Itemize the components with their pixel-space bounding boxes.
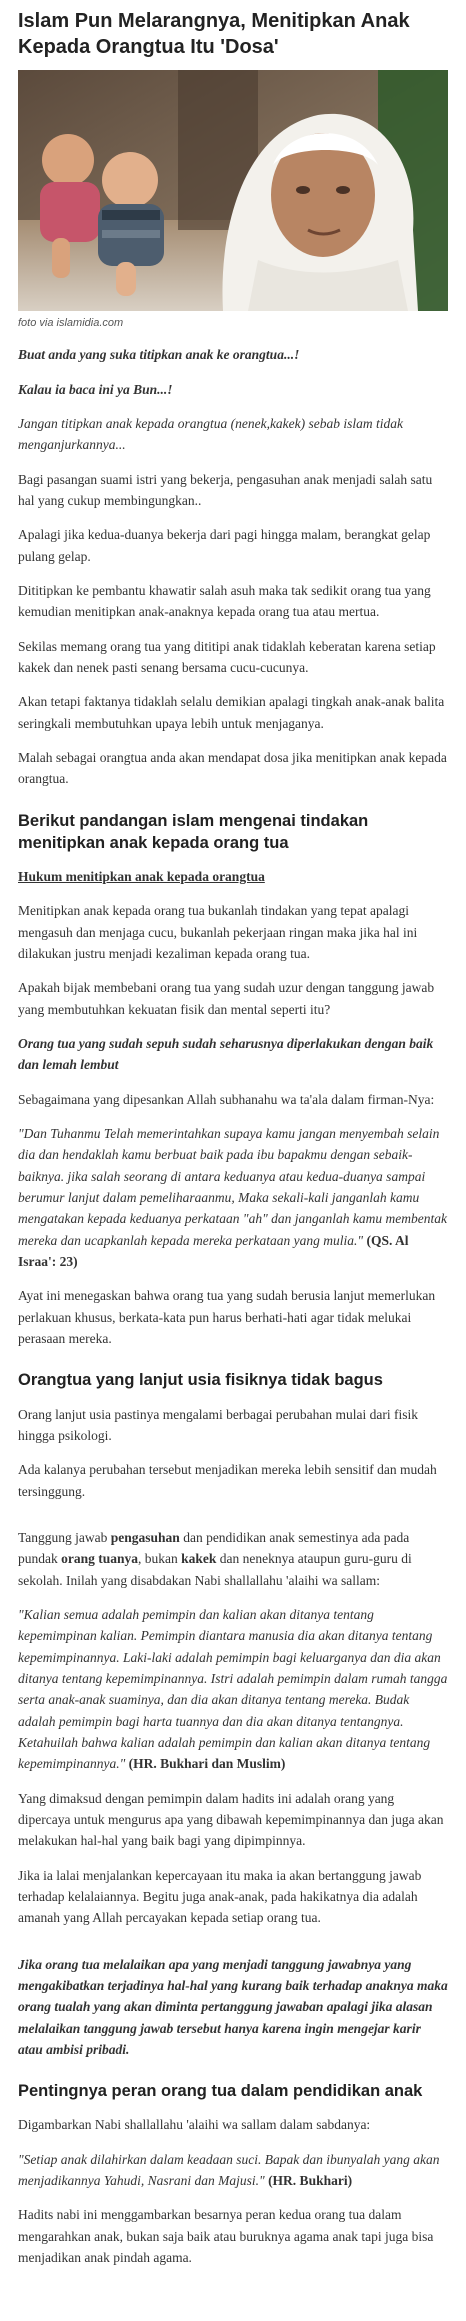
intro-paragraph-6: Dititipkan ke pembantu khawatir salah asuh maka tak sedikit orang tua yang kemudian menitipkan anak-anaknya kepada orang tua atau mertua. <box>18 583 431 620</box>
p3-text-e: , bukan <box>138 1551 182 1567</box>
section-2-paragraph-2: Ada kalanya perubahan tersebut menjadikan mereka lebih sensitif dan mudah tersinggung. <box>18 1462 437 1499</box>
section-2-heading: Orangtua yang lanjut usia fisiknya tidak bagus <box>18 1371 383 1390</box>
section-1-paragraph-1: Menitipkan anak kepada orang tua bukanlah tindakan yang tepat apalagi mengasuh dan menjaga cucu, bukanlah pekerjaan ringan maka jika hal ini dilakukan justru menjadi kezaliman kepada orang tua. <box>18 903 418 962</box>
section-1-quote <box>18 1123 448 1272</box>
section-1-paragraph-4: Sebagaimana yang dipesankan Allah subhanahu wa ta'ala dalam firman-Nya: <box>18 1091 435 1107</box>
p3-bold-kakek: kakek <box>181 1551 217 1567</box>
p3-text-a: Tanggung jawab <box>18 1529 111 1545</box>
intro-paragraph-7: Sekilas memang orang tua yang dititipi anak tidaklah keberatan karena setiap kakek dan nenek pasti senang bersama cucu-cucunya. <box>18 638 436 675</box>
photo-caption: foto via islamidia.com <box>18 317 124 329</box>
section-3-quote <box>18 2149 448 2192</box>
intro-paragraph-3: Jangan titipkan anak kepada orangtua (nenek,kakek) sebab islam tidak menganjurkannya... <box>18 416 404 453</box>
section-2-paragraph-5: Jika ia lalai menjalankan kepercayaan itu maka ia akan bertanggung jawab terhadap kelalaiannya. Begitu juga anak-anak, pada hakikatnya dia adalah amanah yang Allah percayakan kepada setiap orang tua. <box>18 1867 422 1926</box>
spacer <box>18 1515 448 1527</box>
p3-text-c: dan pendidikan anak semestinya ada pada pundak <box>18 1529 410 1567</box>
article-title: Islam Pun Melarangnya, Menitipkan Anak Kepada Orangtua Itu 'Dosa' <box>18 10 410 58</box>
intro-paragraph-4: Bagi pasangan suami istri yang bekerja, pengasuhan anak menjadi salah satu hal yang cukup membingungkan.. <box>18 471 433 509</box>
section-3-paragraph-1: Digambarkan Nabi shallallahu 'alaihi wa sallam dalam sabdanya: <box>18 2117 371 2133</box>
intro-paragraph-1: Buat anda yang suka titipkan anak ke orangtua...! <box>18 347 300 363</box>
section-2-paragraph-6: Jika orang tua melalaikan apa yang menjadi tanggung jawabnya yang mengakibatkan terjadinya hal-hal yang kurang baik terhadap anaknya maka orang tualah yang akan diminta pertanggung jawaban apalagi jika alasan melalaikan tanggung jawab tersebut hanya karena ingin mengejar karir atau ambisi pribadi. <box>18 1956 448 2057</box>
article-photo <box>18 70 448 311</box>
section-3-paragraph-2: Hadits nabi ini menggambarkan besarnya peran kedua orang tua dalam mengarahkan anak, bukan saja baik atau buruknya agama anak tapi juga bisa menjadikan anak pindah agama. <box>18 2207 434 2266</box>
section-1-subheading: Hukum menitipkan anak kepada orangtua <box>18 869 265 885</box>
section-1-paragraph-2: Apakah bijak membebani orang tua yang sudah uzur dengan tanggung jawab yang membutuhkan kekuatan fisik dan mental seperti itu? <box>18 980 435 1017</box>
intro-paragraph-2: Kalau ia baca ini ya Bun...! <box>18 381 173 397</box>
p3-bold-orang-tuanya: orang tuanya <box>61 1551 139 1567</box>
hadith-quote-ref: (HR. Bukhari) <box>268 2173 353 2189</box>
section-1-heading: Berikut pandangan islam mengenai tindakan menitipkan anak kepada orang tua <box>18 811 369 852</box>
quran-quote-ref: (QS. Al Israa': 23) <box>18 1232 409 1270</box>
spacer <box>18 1942 448 1954</box>
section-2-hadith <box>18 1604 448 1775</box>
intro-paragraph-9: Malah sebagai orangtua anda akan mendapat dosa jika menitipkan anak kepada orangtua. <box>18 749 447 787</box>
section-1-paragraph-5: Ayat ini menegaskan bahwa orang tua yang sudah berusia lanjut memerlukan perlakuan khusus, berkata-kata pun harus berhati-hati agar tidak melukai perasaan mereka. <box>18 1288 436 1347</box>
section-3-heading: Pentingnya peran orang tua dalam pendidikan anak <box>18 2082 423 2101</box>
p3-bold-pengasuhan: pengasuhan <box>110 1529 180 1545</box>
intro-paragraph-5: Apalagi jika kedua-duanya bekerja dari pagi hingga malam, berangkat gelap pulang gelap. <box>18 527 431 564</box>
p3-text-g: dan neneknya ataupun guru-guru di sekolah. Inilah yang disabdakan Nabi shallallahu 'alaihi wa sallam: <box>18 1551 412 1588</box>
hadith-quote-text: "Setiap anak dilahirkan dalam keadaan suci. Bapak dan ibunyalah yang akan menjadikannya Yahudi, Nasrani dan Majusi." <box>18 2151 440 2189</box>
hadith-ref: (HR. Bukhari dan Muslim) <box>128 1756 286 1772</box>
photo-grandmother-children-icon <box>18 70 448 311</box>
section-2-paragraph-1: Orang lanjut usia pastinya mengalami berbagai perubahan mulai dari fisik hingga psikologi. <box>18 1406 418 1443</box>
section-2-paragraph-4: Yang dimaksud dengan pemimpin dalam hadits ini adalah orang yang dipercaya untuk mengurus apa yang dibawah kepemimpinannya dan juga akan melakukan hal-hal yang baik bagi yang dipimpinnya. <box>18 1790 444 1849</box>
section-2-paragraph-3 <box>18 1527 448 1591</box>
intro-paragraph-8: Akan tetapi faktanya tidaklah selalu demikian apalagi tingkah anak-anak balita seringkali membutuhkan upaya lebih untuk menjaganya. <box>18 694 445 731</box>
section-1-paragraph-3: Orang tua yang sudah sepuh sudah seharusnya diperlakukan dengan baik dan lemah lembut <box>18 1036 434 1073</box>
hadith-text: "Kalian semua adalah pemimpin dan kalian akan ditanya tentang kepemimpinan kalian. Pemimpin diantara manusia dia akan ditanya tentang kepemimpinannya. Laki-laki adalah pemimpin bagi keluarganya dan dia akan ditanya tentang kepemimpinannya. Istri adalah pemimpin dalam rumah tangga serta anak-anak suaminya, dan dia akan ditanya tentang mereka. Budak adalah pemimpin bagi harta tuannya dan dia akan ditanya tentangnya. Ketahuilah bahwa kalian adalah pemimpin dan kalian akan ditanya tentang kepemimpinannya." <box>18 1606 448 1772</box>
quran-quote-text: "Dan Tuhanmu Telah memerintahkan supaya kamu jangan menyembah selain dia dan hendaklah kamu berbuat baik pada ibu bapakmu dengan sebaik-baiknya. jika salah seorang di antara keduanya atau kedua-duanya sampai berumur lanjut dalam pemeliharaanmu, Maka sekali-kali janganlah kamu mengatakan kepada keduanya perkataan "ah" dan janganlah kamu membentak mereka dan ucapkanlah kepada mereka perkataan yang mulia." <box>18 1126 447 1248</box>
